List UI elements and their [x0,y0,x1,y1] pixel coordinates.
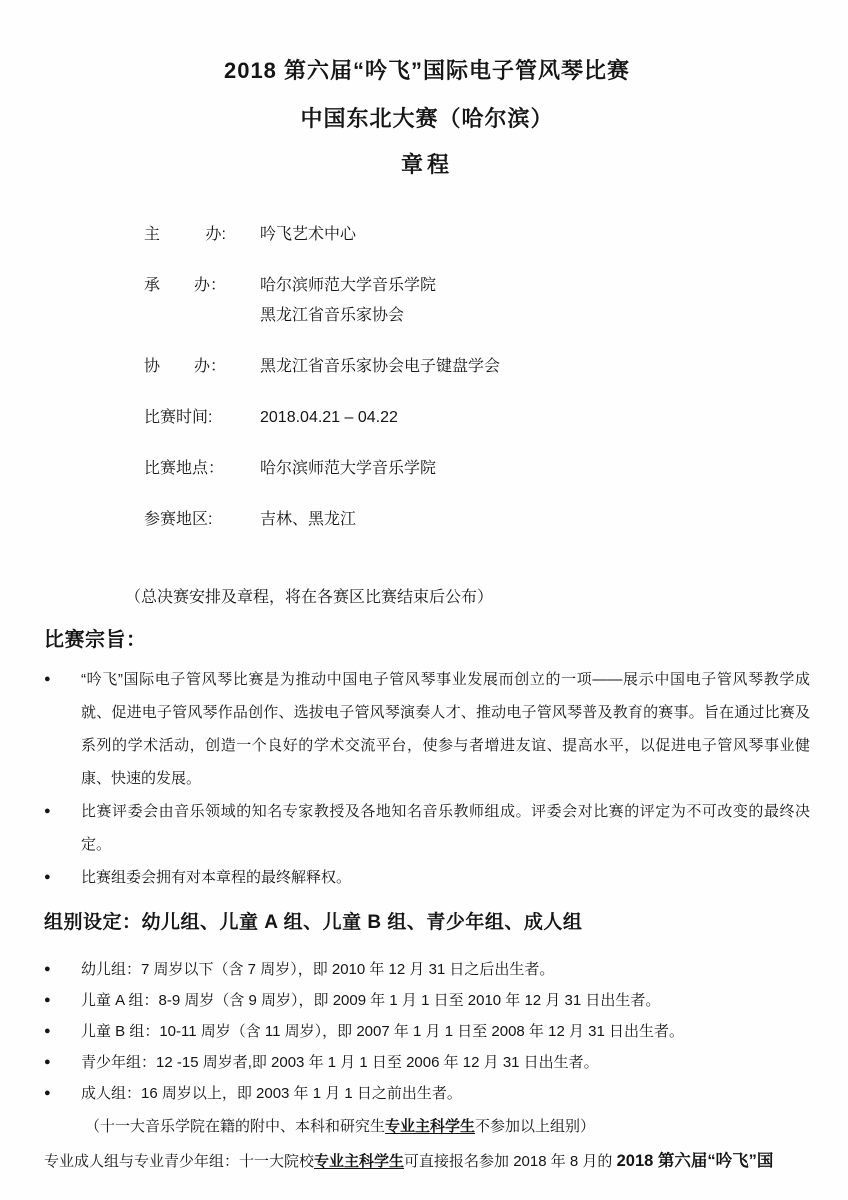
bullet-icon: ● [44,805,51,817]
info-row-host [144,220,810,250]
info-row-organizer [144,271,810,331]
aims-heading: 比赛宗旨： [44,629,147,651]
info-value: 吟飞艺术中心 [260,226,357,243]
professional-groups-line [44,1146,810,1177]
aims-section [44,627,810,894]
group-item-text: 成人组：16 周岁以上，即 2003 年 1 月 1 日之前出生者。 [81,1085,462,1102]
bullet-icon: ● [44,673,51,685]
info-label [144,271,226,331]
pro-line-emphasis: 专业主科学生 [314,1153,405,1170]
info-value: 吉林、黑龙江 [260,511,357,528]
info-list [144,220,810,535]
bullet-icon: ● [44,871,51,883]
info-label [144,403,226,433]
info-label-text: 比赛地点： [144,460,225,477]
groups-list [44,954,810,1109]
title-block [44,56,810,180]
list-item [44,1016,810,1047]
aims-list [44,663,810,894]
list-item [44,861,810,894]
bullet-icon: ● [44,994,51,1006]
group-item-text: 幼儿组：7 周岁以下（含 7 周岁），即 2010 年 12 月 31 日之后出生者。 [81,961,555,978]
group-item-text: 青少年组：12 -15 周岁者,即 2003 年 1 月 1 日至 2006 年 12 月 31 日出生者。 [81,1054,599,1071]
pro-line-mid: 可直接报名参加 2018 年 8 月的 [404,1153,617,1170]
info-label-text: 参赛地区: [144,511,213,528]
pro-line-bold-tail: 2018 第六届“吟飞”国 [616,1152,774,1170]
groups-heading: 组别设定：幼儿组、儿童 A 组、儿童 B 组、青少年组、成人组 [44,912,583,933]
groups-section [44,910,810,1177]
groups-note-pre: （十一大音乐学院在籍的附中、本科和研究生 [85,1118,386,1135]
finals-note: （总决赛安排及章程，将在各赛区比赛结束后公布） [125,589,494,606]
info-value: 黑龙江省音乐家协会电子键盘学会 [260,358,501,375]
info-value-line: 黑龙江省音乐家协会 [260,307,405,324]
aims-item-text: “吟飞”国际电子管风琴比赛是为推动中国电子管风琴事业发展而创立的一项——展示中国电子管风琴教学成就、促进电子管风琴作品创作、选拔电子管风琴演奏人才、推动电子管风琴普及教育的赛事。旨在通过比赛及系列的学术活动，创造一个良好的学术交流平台，使参与者增进友谊、提高水平，以促进电子管风琴事业健康、快速的发展。 [81,671,810,787]
info-label [144,220,226,250]
info-label-text: 办： [193,277,226,294]
info-row-co-organizer [144,352,810,382]
list-item [44,954,810,985]
bullet-icon: ● [44,1025,51,1037]
info-label-text: 主 [144,226,161,243]
group-item-text: 儿童 B 组：10-11 周岁（含 11 周岁），即 2007 年 1 月 1 日至 2008 年 12 月 31 日出生者。 [81,1023,684,1040]
info-label-text: 协 [144,358,161,375]
info-label-text: 办: [205,226,226,243]
info-label-text: 承 [144,277,161,294]
list-item [44,1047,810,1078]
info-row-regions [144,505,810,535]
doc-subtitle: 中国东北大赛（哈尔滨） [300,106,554,131]
list-item [44,1078,810,1109]
aims-item-text: 比赛组委会拥有对本章程的最终解释权。 [81,869,352,886]
info-label [144,352,226,382]
info-value: 哈尔滨师范大学音乐学院 [260,460,437,477]
pro-line-pre: 专业成人组与专业青少年组：十一大院校 [44,1153,315,1170]
info-row-location [144,454,810,484]
info-label-text: 办： [193,358,226,375]
info-value [260,271,436,331]
info-label [144,454,226,484]
group-item-text: 儿童 A 组：8-9 周岁（含 9 周岁），即 2009 年 1 月 1 日至 2010 年 12 月 31 日出生者。 [81,992,661,1009]
groups-note [85,1111,810,1142]
bullet-icon: ● [44,963,51,975]
groups-note-post: 不参加以上组别） [475,1118,596,1135]
info-label [144,505,226,535]
info-value-line: 哈尔滨师范大学音乐学院 [260,277,437,294]
list-item [44,985,810,1016]
groups-note-emphasis: 专业主科学生 [385,1118,476,1135]
info-row-date [144,403,810,433]
bullet-icon: ● [44,1056,51,1068]
info-label-text: 比赛时间: [144,409,213,426]
info-value: 2018.04.21 – 04.22 [260,409,398,426]
list-item [44,663,810,795]
doc-title: 2018 第六届“吟飞”国际电子管风琴比赛 [223,58,631,83]
bullet-icon: ● [44,1087,51,1099]
aims-item-text: 比赛评委会由音乐领域的知名专家教授及各地知名音乐教师组成。评委会对比赛的评定为不可改变的最终决定。 [81,803,810,853]
doc-section-title: 章程 [400,152,453,177]
list-item [44,795,810,861]
